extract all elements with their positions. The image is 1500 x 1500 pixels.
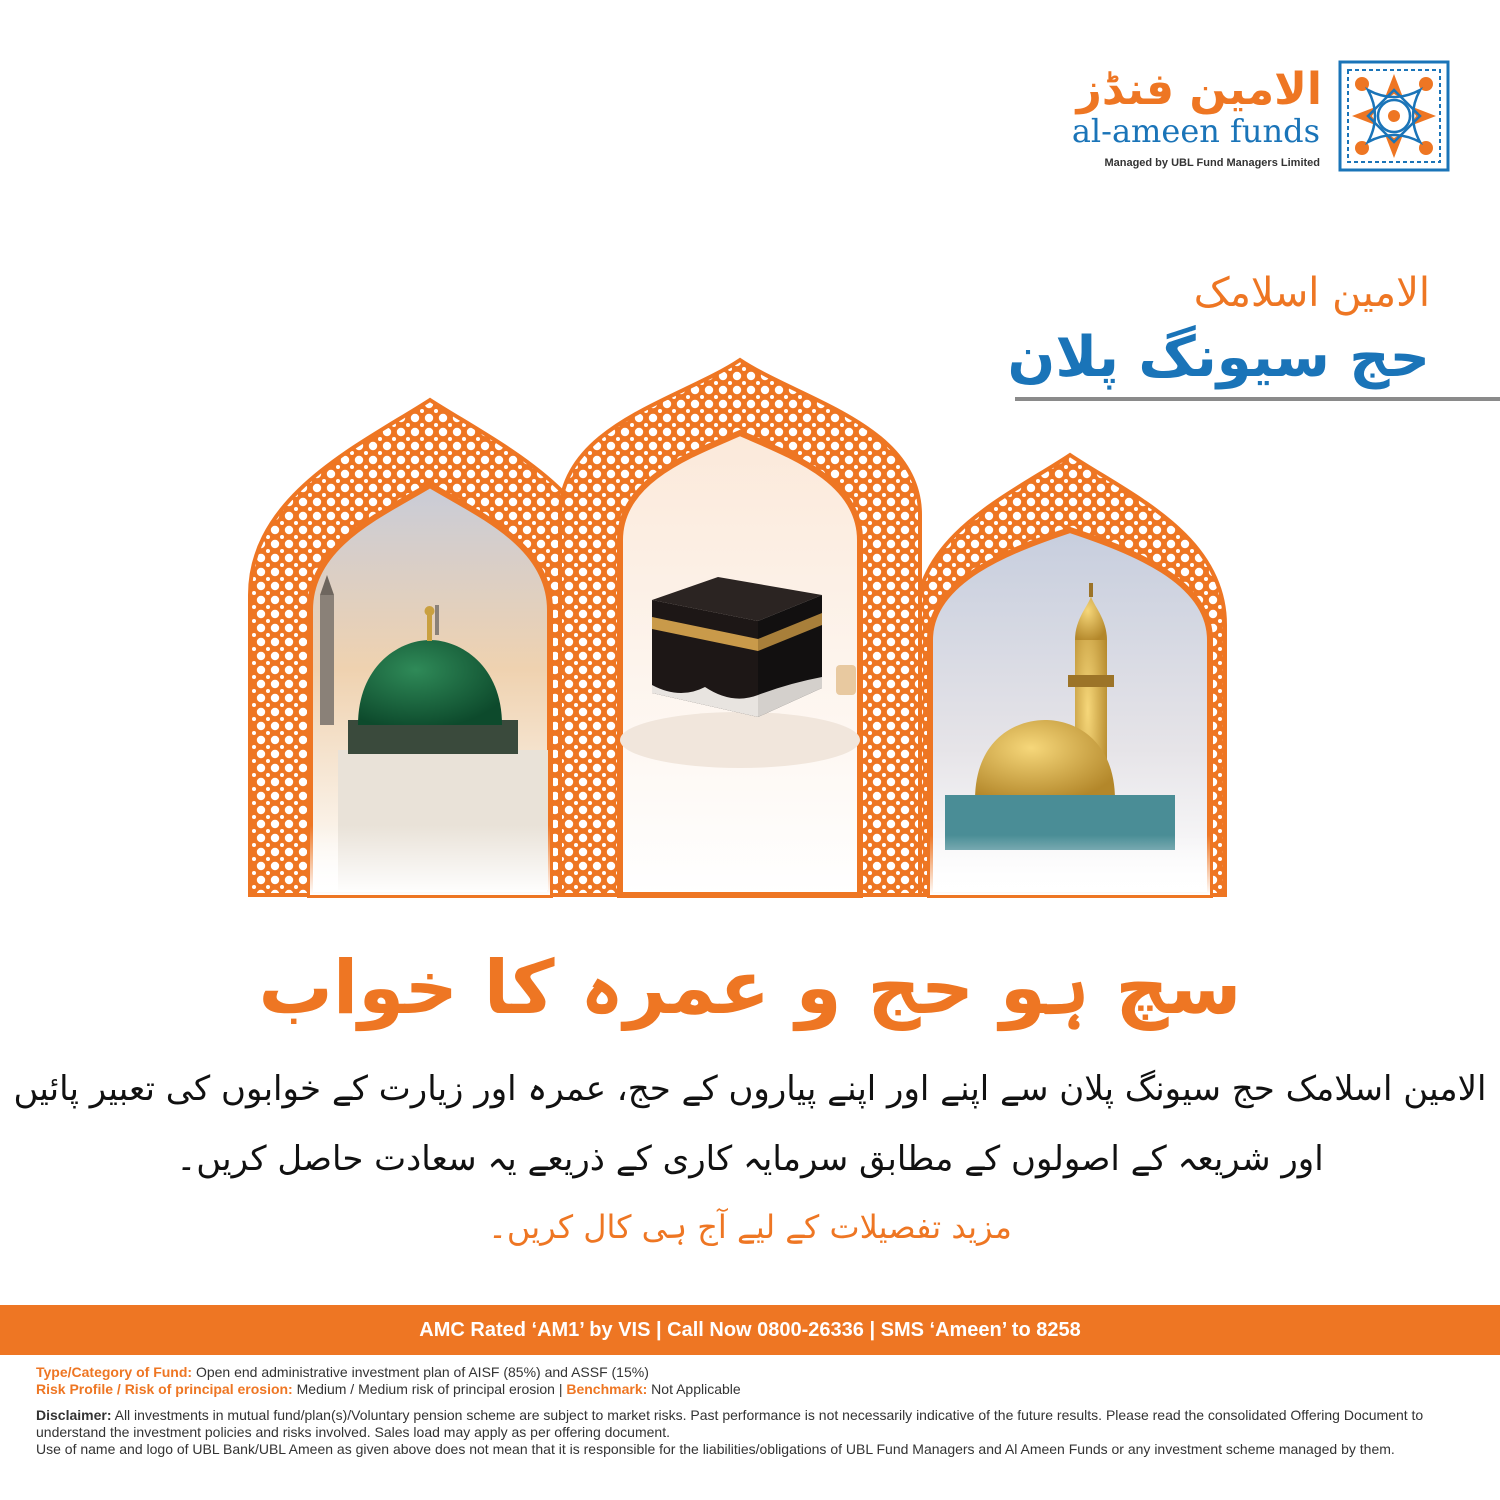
risk-value: Medium / Medium risk of principal erosion |	[292, 1381, 567, 1397]
fund-type-label: Type/Category of Fund:	[36, 1364, 193, 1380]
disclaimer	[36, 1407, 1476, 1441]
risk-line	[36, 1381, 1476, 1398]
call-to-action: مزید تفصیلات کے لیے آج ہی کال کریں۔	[488, 1208, 1012, 1246]
fine-print	[36, 1364, 1476, 1458]
disclaimer-label: Disclaimer:	[36, 1407, 112, 1423]
plan-title-line-2: حج سیونگ پلان	[1007, 325, 1430, 390]
contact-band-text: AMC Rated ‘AM1’ by VIS | Call Now 0800-26336 | SMS ‘Ameen’ to 8258	[419, 1318, 1081, 1341]
benchmark-value: Not Applicable	[647, 1381, 741, 1397]
usage-note: Use of name and logo of UBL Bank/UBL Ameen as given above does not mean that it is responsible for the liabilities/obligations of UBL Fund Managers and Al Ameen Funds or any investment scheme managed by them.	[36, 1441, 1395, 1457]
geometric-arabesque-emblem-icon	[1338, 60, 1450, 172]
disclaimer-text: All investments in mutual fund/plan(s)/Voluntary pension scheme are subject to market risks. Past performance is not necessarily indicative of the future results. Please read the consolidated Offering Document to understand the investment policies and risks involved. Sales load may apply as per offering document.	[36, 1407, 1424, 1440]
brand-logo	[1071, 60, 1450, 180]
brand-name-urdu: الامین فنڈز	[1076, 64, 1322, 115]
contact-band	[0, 1305, 1500, 1355]
body-line-1: الامین اسلامک حج سیونگ پلان سے اپنے اور اپنے پیاروں کے حج، عمرہ اور زیارت کے خوابوں کی تعبیر پائیں	[13, 1069, 1487, 1109]
risk-label: Risk Profile / Risk of principal erosion:	[36, 1381, 293, 1397]
body-line-2: اور شریعہ کے اصولوں کے مطابق سرمایہ کاری کے ذریعے یہ سعادت حاصل کریں۔	[176, 1139, 1324, 1179]
headline: سچ ہو حج و عمرہ کا خواب	[258, 945, 1242, 1031]
brand-name-english: al-ameen funds	[1071, 112, 1320, 150]
plan-title-line-1: الامین اسلامک	[1193, 270, 1430, 316]
brand-managed-by: Managed by UBL Fund Managers Limited	[1104, 157, 1320, 169]
fund-type-line	[36, 1364, 1476, 1381]
benchmark-label: Benchmark:	[566, 1381, 648, 1397]
fund-type-value: Open end administrative investment plan of AISF (85%) and ASSF (15%)	[192, 1364, 649, 1380]
arches-illustration	[240, 355, 1240, 915]
